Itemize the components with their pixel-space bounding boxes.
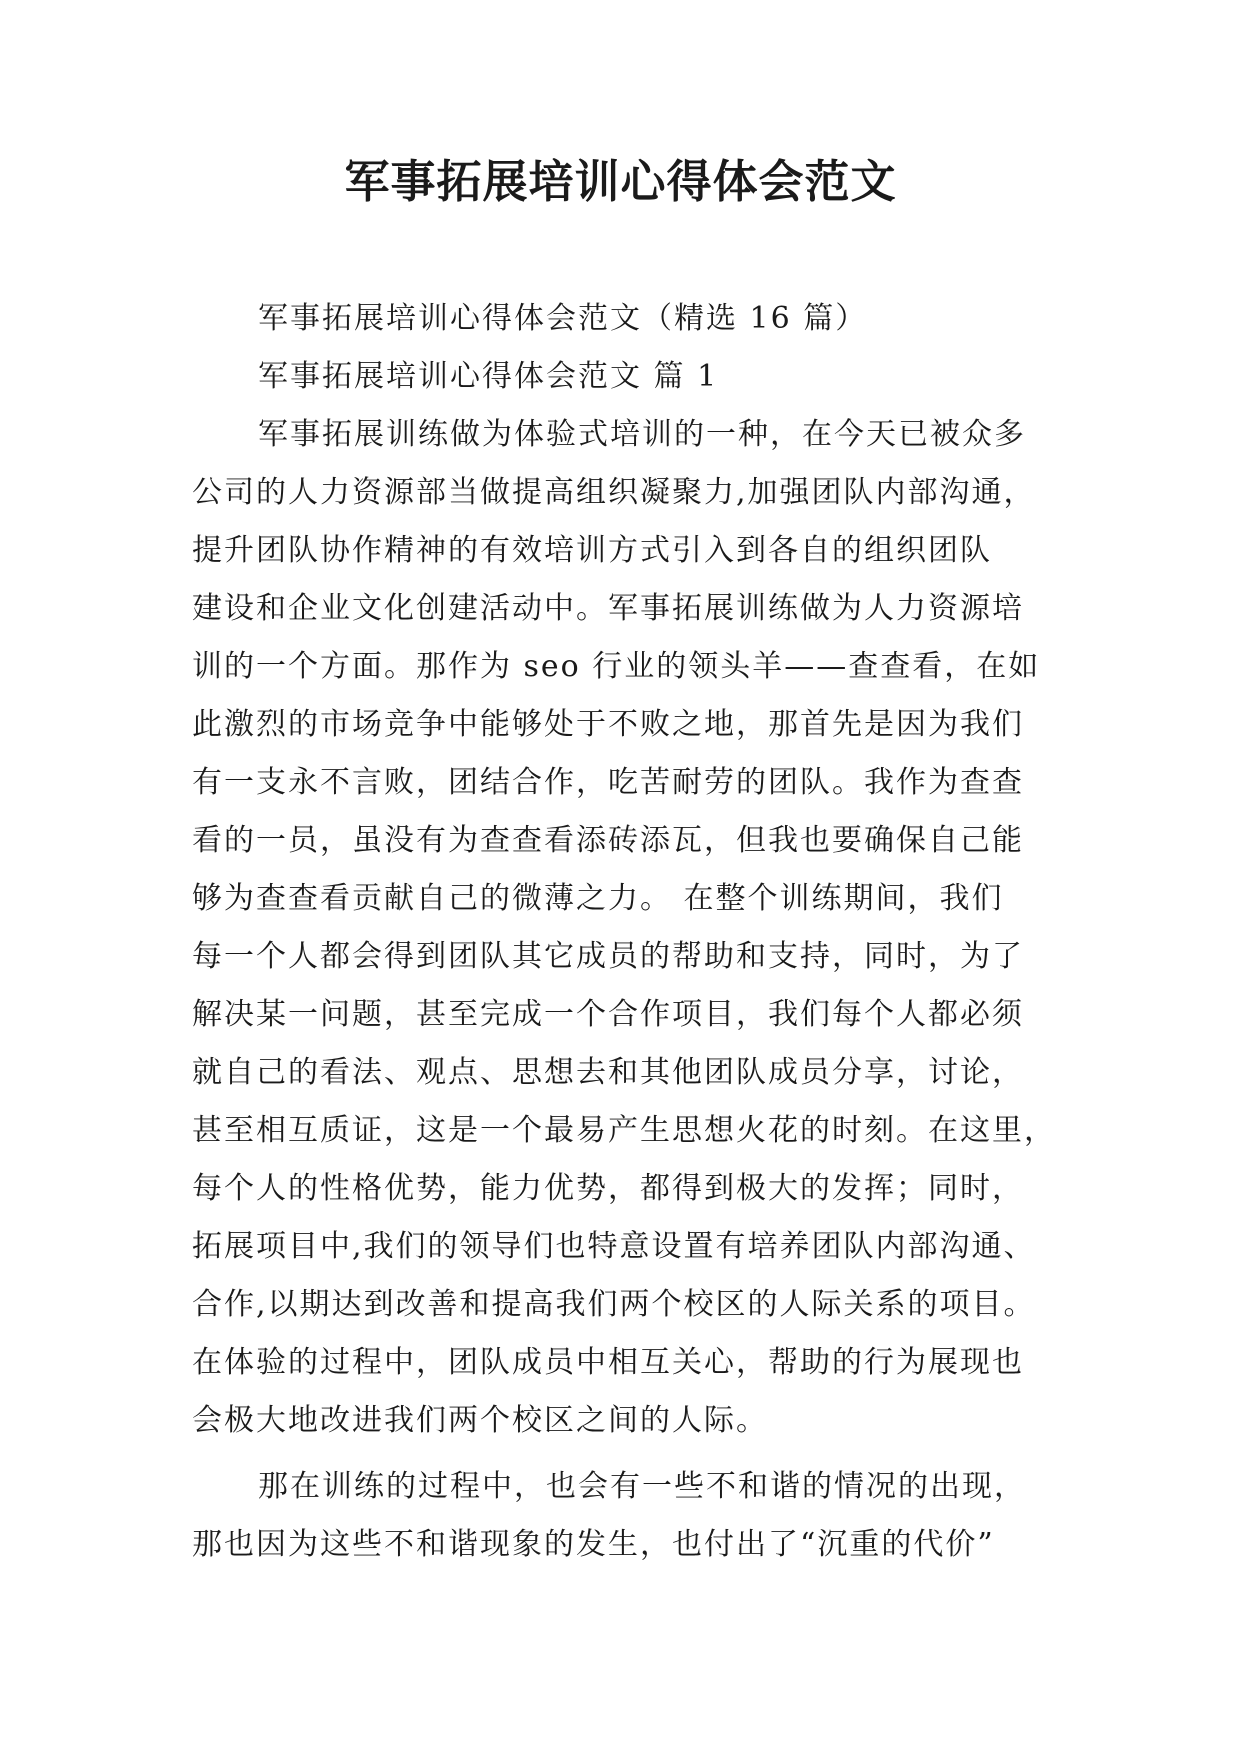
paragraph-line: 提升团队协作精神的有效培训方式引入到各自的组织团队 (192, 533, 992, 568)
paragraph-line: 够为查查看贡献自己的微薄之力。 在整个训练期间，我们 (192, 881, 1004, 916)
paragraph-line: 此激烈的市场竞争中能够处于不败之地，那首先是因为我们 (192, 707, 1024, 742)
paragraph-line: 在体验的过程中，团队成员中相互关心，帮助的行为展现也 (192, 1345, 1024, 1380)
paragraph-line: 那在训练的过程中，也会有一些不和谐的情况的出现， (258, 1469, 1026, 1504)
paragraph-2 (192, 1458, 1054, 1574)
paragraph-line: 解决某一问题，甚至完成一个合作项目，我们每个人都必须 (192, 997, 1024, 1032)
paragraph-line: 有一支永不言败，团结合作，吃苦耐劳的团队。我作为查查 (192, 765, 1024, 800)
paragraph-line: 合作,以期达到改善和提高我们两个校区的人际关系的项目。 (192, 1287, 1036, 1322)
document-subtitle: 军事拓展培训心得体会范文（精选 16 篇） (258, 301, 868, 336)
paragraph-line: 拓展项目中,我们的领导们也特意设置有培养团队内部沟通、 (192, 1229, 1036, 1264)
paragraph-line: 看的一员，虽没有为查查看添砖添瓦，但我也要确保自己能 (192, 823, 1024, 858)
paragraph-1 (192, 406, 1054, 1450)
paragraph-line: 每个人的性格优势，能力优势，都得到极大的发挥；同时， (192, 1171, 1024, 1206)
paragraph-line: 训的一个方面。那作为 seo 行业的领头羊——查查看，在如 (192, 649, 1041, 684)
paragraph-line: 公司的人力资源部当做提高组织凝聚力,加强团队内部沟通， (192, 475, 1036, 510)
paragraph-line: 每一个人都会得到团队其它成员的帮助和支持，同时，为了 (192, 939, 1024, 974)
document-title: 军事拓展培训心得体会范文 (344, 155, 897, 208)
paragraph-line: 就自己的看法、观点、思想去和其他团队成员分享，讨论， (192, 1055, 1024, 1090)
document-body (192, 290, 1054, 1574)
paragraph-line: 甚至相互质证，这是一个最易产生思想火花的时刻。在这里， (192, 1113, 1056, 1148)
section-heading: 军事拓展培训心得体会范文 篇 1 (258, 359, 719, 394)
paragraph-line: 那也因为这些不和谐现象的发生，也付出了“沉重的代价” (192, 1527, 995, 1562)
paragraph-line: 军事拓展训练做为体验式培训的一种，在今天已被众多 (258, 417, 1026, 452)
paragraph-line: 会极大地改进我们两个校区之间的人际。 (192, 1403, 768, 1438)
paragraph-spacer (192, 1450, 1054, 1458)
paragraph-line: 建设和企业文化创建活动中。军事拓展训练做为人力资源培 (192, 591, 1024, 626)
